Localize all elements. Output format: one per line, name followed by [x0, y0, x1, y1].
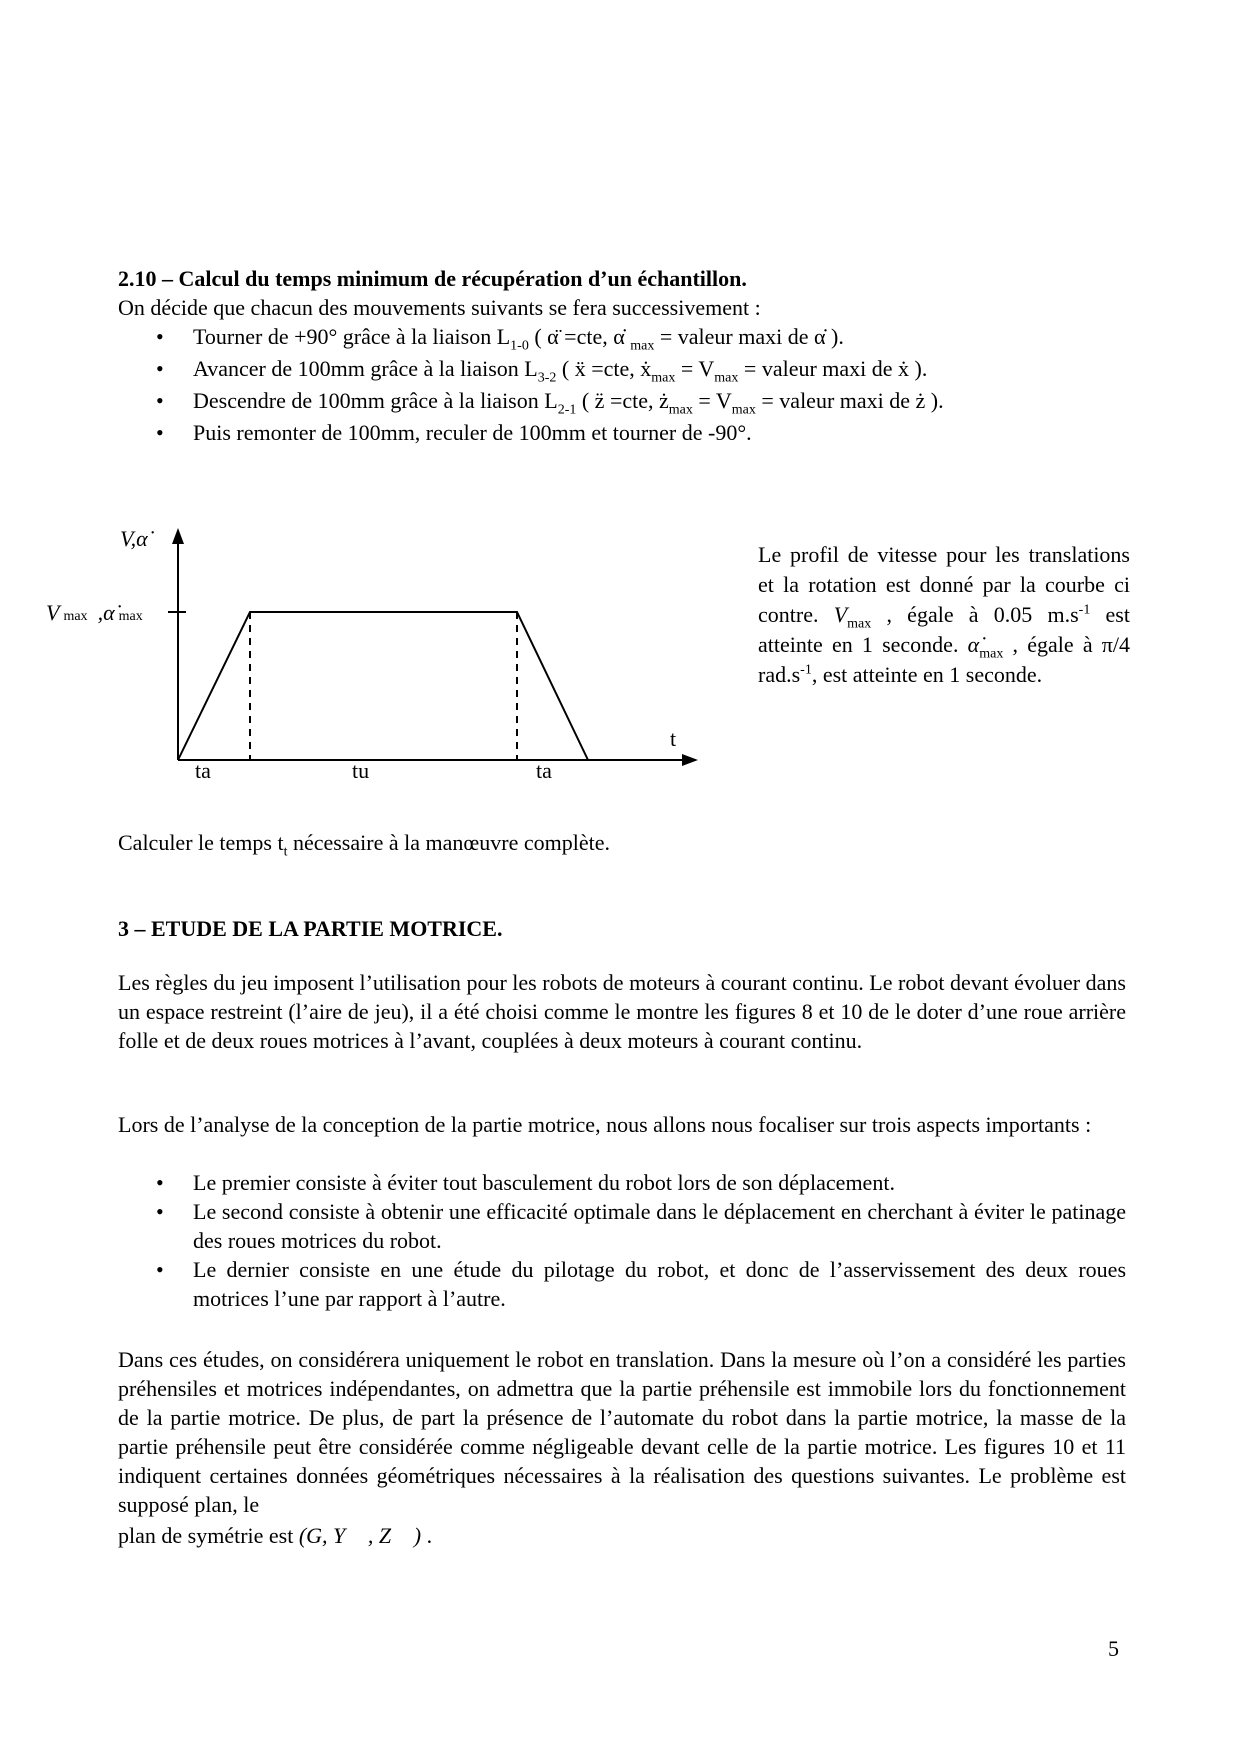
y-axis-label: V,α̇	[120, 526, 148, 551]
section-2-10-intro: On décide que chacun des mouvements suivants se fera successivement :	[118, 295, 761, 320]
trapezoid-profile	[178, 612, 588, 760]
phase-label-uniform: tu	[352, 758, 370, 783]
list-item: • Avancer de 100mm grâce à la liaison $L_{3-2}$ ( ẍ =cte, ẋ$_{max}$ = $V_{max}$ = valeur maxi de ẋ ).	[118, 354, 1126, 383]
section-3-title	[118, 914, 1126, 943]
list-item: • Le dernier consiste en une étude du pilotage du robot, et donc de l’asservissement des deux roues motrices l’une par rapport à l’autre.	[118, 1255, 1126, 1313]
section-3-paragraph-2: Lors de l’analyse de la conception de la partie motrice, nous allons nous focaliser sur trois aspects importants :	[118, 1112, 1092, 1137]
aspects-list	[118, 1168, 1126, 1313]
calculation-question: Calculer le temps $t_t$ nécessaire à la manœuvre complète.	[118, 830, 610, 860]
t-axis-label: t	[670, 726, 677, 751]
movement-list	[118, 322, 1126, 447]
list-item: • Puis remonter de 100mm, reculer de 100mm et tourner de -90°.	[118, 418, 1126, 447]
profile-description: Le profil de vitesse pour les translations et la rotation est donné par la courbe ci contre. $V_{max}$ , égale à 0.05 $m.s^{-1}$ est atteinte en 1 seconde. $\alphȧ_{max}$ , égale à π/4 $rad.s^{-1}$, est atteinte en 1 seconde.	[758, 542, 1130, 687]
velocity-profile-diagram	[40, 520, 710, 800]
list-item: • Le second consiste à obtenir une efficacité optimale dans le déplacement en cherchant à éviter le patinage des roues motrices du robot.	[118, 1197, 1126, 1255]
section-3-paragraph-3: Dans ces études, on considérera uniquement le robot en translation. Dans la mesure où l’on a considéré les parties préhensiles et motrices indépendantes, on admettra que la partie préhensile est immobile lors du fonctionnement de la partie motrice. De plus, de part la présence de l’automate du robot dans la partie motrice, la masse de la partie préhensile peut être considérée comme négligeable devant celle de la partie motrice. Les figures 10 et 11 indiquent certaines données géométriques nécessaires à la réalisation des questions suivantes. Le problème est supposé plan, le plan de symétrie est (G, Y⃗ , Z⃗ ) .	[118, 1347, 1126, 1548]
phase-label-decel: ta	[536, 758, 552, 783]
phase-label-accel: ta	[195, 758, 211, 783]
velocity-profile-svg	[40, 520, 710, 800]
section-2-10	[118, 264, 1126, 450]
y-axis-arrow	[172, 528, 184, 544]
section-3-paragraph-1: Les règles du jeu imposent l’utilisation pour les robots de moteurs à courant continu. Le robot devant évoluer dans un espace restreint (l’aire de jeu), il a été choisi comme le montre les figures 8 et 10 de le doter d’une roue arrière folle et de deux roues motrices à l’avant, couplées à deux moteurs à courant continu.	[118, 970, 1126, 1053]
x-axis-arrow	[682, 754, 698, 766]
list-item: • Le premier consiste à éviter tout basculement du robot lors de son déplacement.	[118, 1168, 1126, 1197]
symmetry-plane-math: (G, Y⃗ , Z⃗ )	[298, 1523, 422, 1548]
page-number: 5	[1108, 1636, 1119, 1661]
list-item: • Tourner de +90° grâce à la liaison $L_{1-0}$ ( α̈ =cte, α̇ $_{max}$ = valeur maxi de α̇ ).	[118, 322, 1126, 351]
symmetry-plane-line: plan de symétrie est (G, Y⃗ , Z⃗ ) .	[118, 1523, 433, 1548]
aspects-list-container	[118, 1168, 1126, 1313]
section-2-10-title: 2.10 – Calcul du temps minimum de récupération d’un échantillon.	[118, 266, 747, 291]
section-3-heading: 3 – ETUDE DE LA PARTIE MOTRICE.	[118, 916, 503, 941]
vmax-label: Vmax ,α̇ max	[46, 600, 143, 625]
list-item: • Descendre de 100mm grâce à la liaison $L_{2-1}$ ( z̈ =cte, $ż_{max} = V_{max}$ = valeur maxi de ż ).	[118, 386, 1126, 415]
